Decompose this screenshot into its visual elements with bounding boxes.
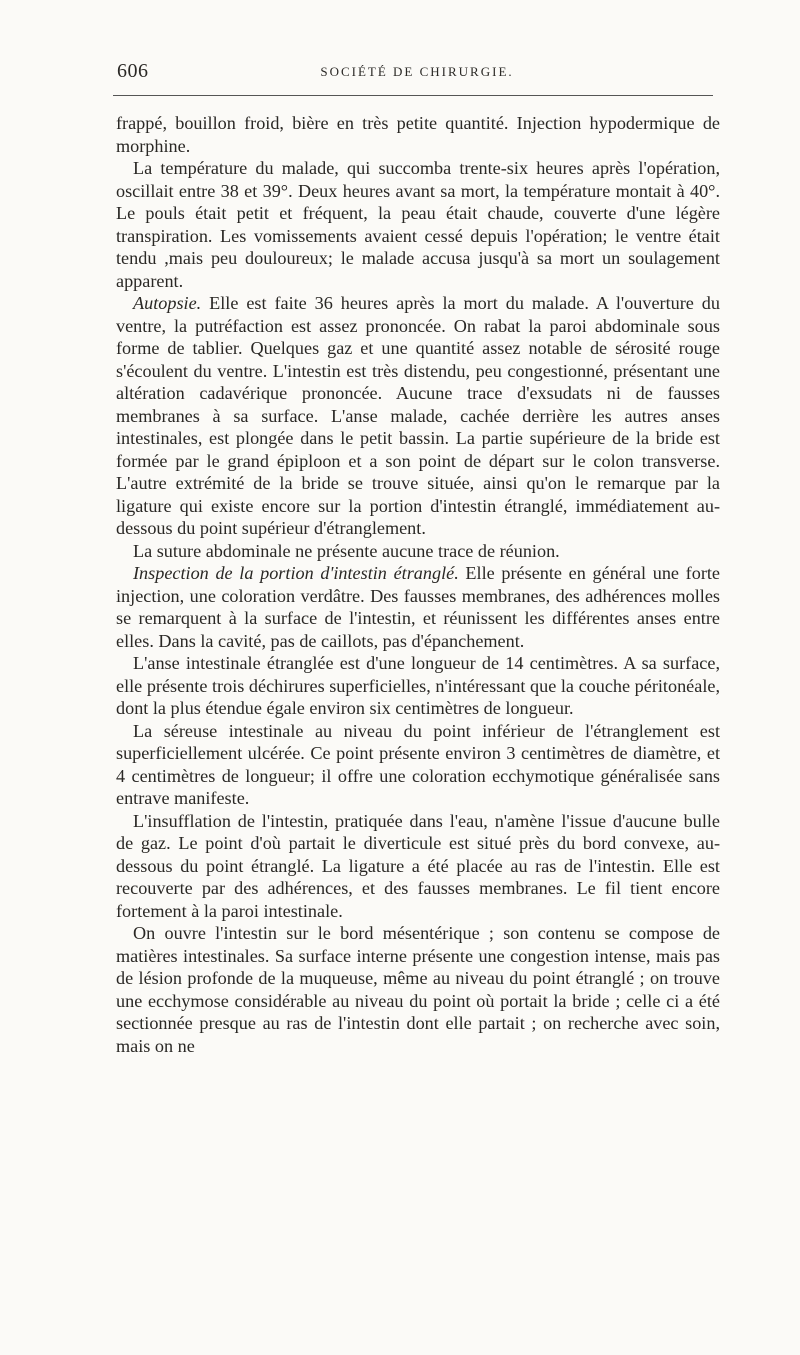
paragraph-text: Elle est faite 36 heures après la mort du malade. A l'ouverture du ventre, la putréfaction est assez prononcée. On rabat la paroi abdominale sous forme de tablier. Quelques gaz et une quantité assez notable de sérosité rouge s'écoulent du ventre. L'intestin est très distendu, peu congestionné, présentant une altération cadavérique prononcée. Aucune trace d'exsudats ni de fausses membranes à sa surface. L'anse malade, cachée derrière les autres anses intestinales, est plongée dans le petit bassin. La partie supérieure de la bride est formée par le grand épiploon et a son point de départ sur le colon transverse. L'autre extrémité de la bride se trouve située, ainsi qu'on le remarque par la ligature qui existe encore sur la portion d'intestin étranglé, immédiatement au-dessous du point supérieur d'étranglement.	[116, 293, 720, 538]
paragraph-text: Elle présente en général une forte injection, une coloration verdâtre. Des fausses membranes, des adhérences molles se remarquent à la surface de l'intestin, et réunissent les différentes anses entre elles. Dans la cavité, pas de caillots, pas d'épanchement.	[116, 563, 721, 651]
paragraph	[116, 810, 720, 923]
body-text	[116, 112, 720, 1057]
paragraph	[116, 157, 720, 292]
paragraph-text: frappé, bouillon froid, bière en très petite quantité. Injection hypodermique de morphine.	[116, 113, 720, 156]
paragraph-text: La température du malade, qui succomba trente-six heures après l'opération, oscillait entre 38 et 39°. Deux heures avant sa mort, la température montait à 40°. Le pouls était petit et fréquent, la peau était chaude, couverte d'une légère transpiration. Les vomissements avaient cessé depuis l'opération; le ventre était tendu ,mais peu douloureux; le malade accusa jusqu'à sa mort un soulagement apparent.	[116, 158, 720, 291]
paragraph	[116, 112, 720, 157]
section-lead: Autopsie.	[133, 293, 202, 313]
running-title: SOCIÉTÉ DE CHIRURGIE.	[320, 64, 514, 79]
paragraph	[116, 652, 720, 720]
paragraph	[116, 540, 720, 563]
paragraph	[116, 922, 720, 1057]
page-header	[117, 60, 717, 84]
paragraph	[116, 562, 720, 652]
paragraph-text: La séreuse intestinale au niveau du point inférieur de l'étranglement est superficiellement ulcérée. Ce point présente environ 3 centimètres de diamètre, et 4 centimètres de longueur; il offre une coloration ecchymotique généralisée sans entrave manifeste.	[116, 720, 720, 808]
paragraph-text: La suture abdominale ne présente aucune trace de réunion.	[133, 540, 560, 561]
section-lead: Inspection de la portion d'intestin étranglé.	[133, 563, 459, 583]
paragraph-text: L'anse intestinale étranglée est d'une longueur de 14 centimètres. A sa surface, elle présente trois déchirures superficielles, n'intéressant que la couche péritonéale, dont la plus étendue égale environ six centimètres de longueur.	[116, 653, 720, 718]
header-rule	[113, 95, 713, 96]
paragraph	[116, 720, 720, 810]
page-number: 606	[117, 60, 149, 82]
paragraph	[116, 292, 720, 540]
paragraph-text: On ouvre l'intestin sur le bord mésentérique ; son contenu se compose de matières intestinales. Sa surface interne présente une congestion intense, mais pas de lésion profonde de la muqueuse, même au niveau du point étranglé ; on trouve une ecchymose considérable au niveau du point où portait la bride ; celle ci a été sectionnée presque au ras de l'intestin dont elle partait ; on recherche avec soin, mais on ne	[116, 923, 720, 1056]
paragraph-text: L'insufflation de l'intestin, pratiquée dans l'eau, n'amène l'issue d'aucune bulle de gaz. Le point d'où partait le diverticule est situé près du bord convexe, au-dessous du point étranglé. La ligature a été placée au ras de l'intestin. Elle est recouverte par des adhérences, et des fausses membranes. Le fil tient encore fortement à la paroi intestinale.	[116, 810, 720, 921]
